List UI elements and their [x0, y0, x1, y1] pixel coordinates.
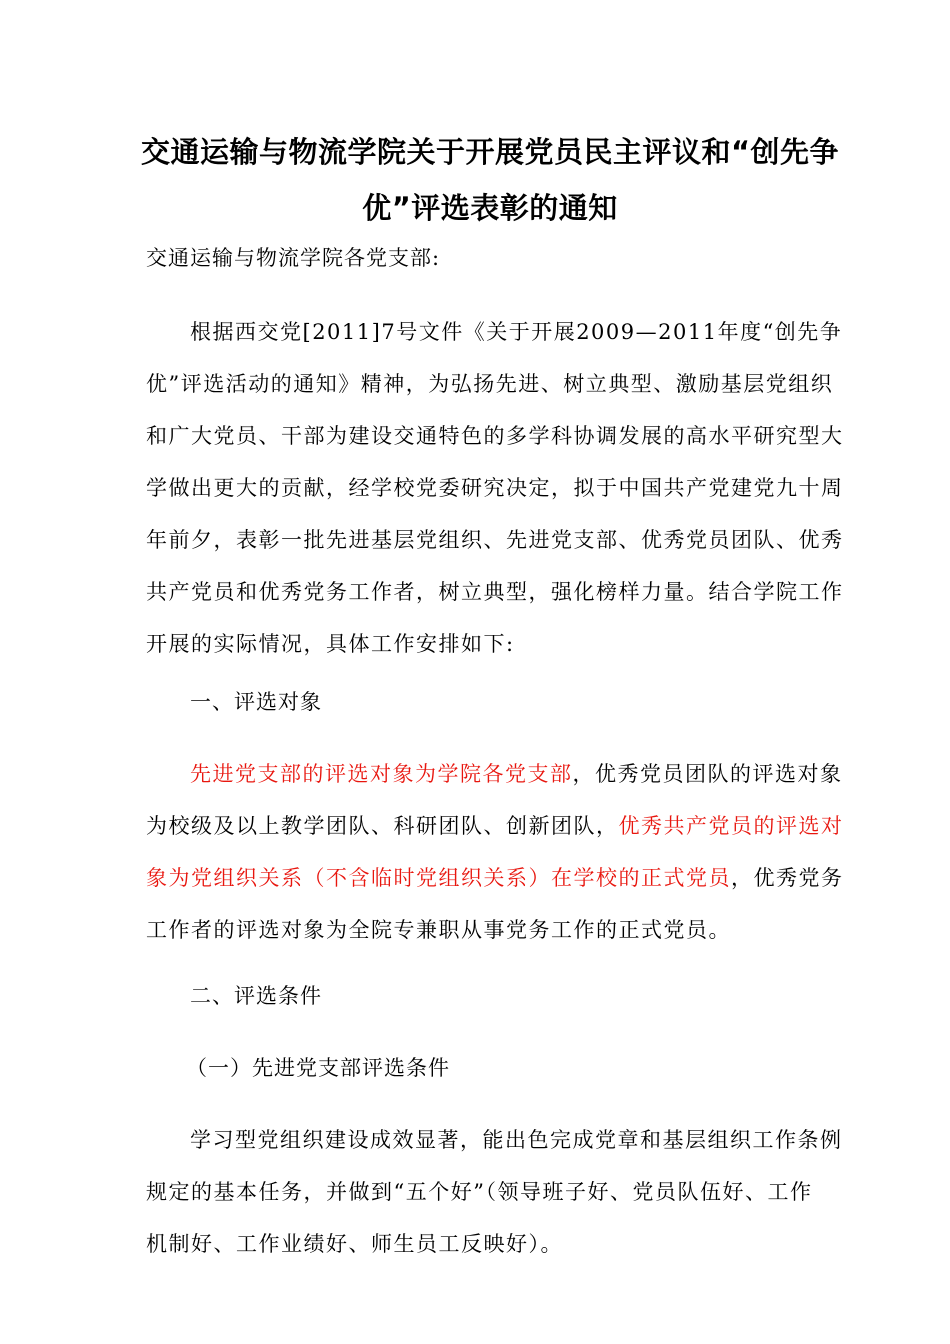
- section1-line: [146, 748, 846, 800]
- body-text: 为校级及以上教学团队、科研团队、创新团队，: [146, 814, 619, 838]
- subsection1-paragraph: [146, 1114, 846, 1270]
- intro-line: 根据西交党[2011]7号文件《关于开展2009—2011年度“创先争: [190, 320, 843, 344]
- intro-paragraph: [146, 306, 846, 670]
- highlight-text: 象为党组织关系（不含临时党组织关系）在学校的正式党员: [146, 866, 731, 890]
- title-line-1: 交通运输与物流学院关于开展党员民主评议和“创先争: [140, 135, 840, 169]
- section1-line: [146, 852, 846, 904]
- highlight-text: 优秀共产党员的评选对: [618, 814, 844, 838]
- section1-line: [146, 800, 846, 852]
- intro-line: 共产党员和优秀党务工作者，树立典型，强化榜样力量。结合学院工作: [146, 580, 844, 604]
- body-text: ，优秀党员团队的评选对象: [572, 762, 843, 786]
- body-text: ，优秀党务: [731, 866, 844, 890]
- intro-line: 和广大党员、干部为建设交通特色的多学科协调发展的高水平研究型大: [146, 424, 844, 448]
- document-title: [120, 124, 860, 236]
- section1-paragraph: [146, 748, 846, 956]
- subsection1-line: 机制好、工作业绩好、师生员工反映好）。: [146, 1232, 563, 1256]
- intro-line: 开展的实际情况，具体工作安排如下:: [146, 632, 515, 656]
- subsection1-line: 规定的基本任务，并做到“五个好”（领导班子好、党员队伍好、工作: [146, 1180, 813, 1204]
- intro-line: 学做出更大的贡献，经学校党委研究决定，拟于中国共产党建党九十周: [146, 476, 844, 500]
- highlight-text: 先进党支部的评选对象为学院各党支部: [190, 762, 573, 786]
- body-text: 工作者的评选对象为全院专兼职从事党务工作的正式党员。: [146, 918, 731, 942]
- intro-line: 优”评选活动的通知》精神，为弘扬先进、树立典型、激励基层党组织: [146, 372, 834, 396]
- section1-line: [146, 904, 846, 956]
- subsection1-line: 学习型党组织建设成效显著，能出色完成党章和基层组织工作条例: [190, 1128, 843, 1152]
- subsection-heading-1: （一）先进党支部评选条件: [186, 1056, 450, 1080]
- intro-line: 年前夕，表彰一批先进基层党组织、先进党支部、优秀党员团队、优秀: [146, 528, 844, 552]
- section-heading-2: 二、评选条件: [190, 984, 322, 1008]
- section-heading-1: 一、评选对象: [190, 690, 322, 714]
- addressee: 交通运输与物流学院各党支部:: [146, 246, 441, 270]
- title-line-2: 优”评选表彰的通知: [362, 191, 618, 225]
